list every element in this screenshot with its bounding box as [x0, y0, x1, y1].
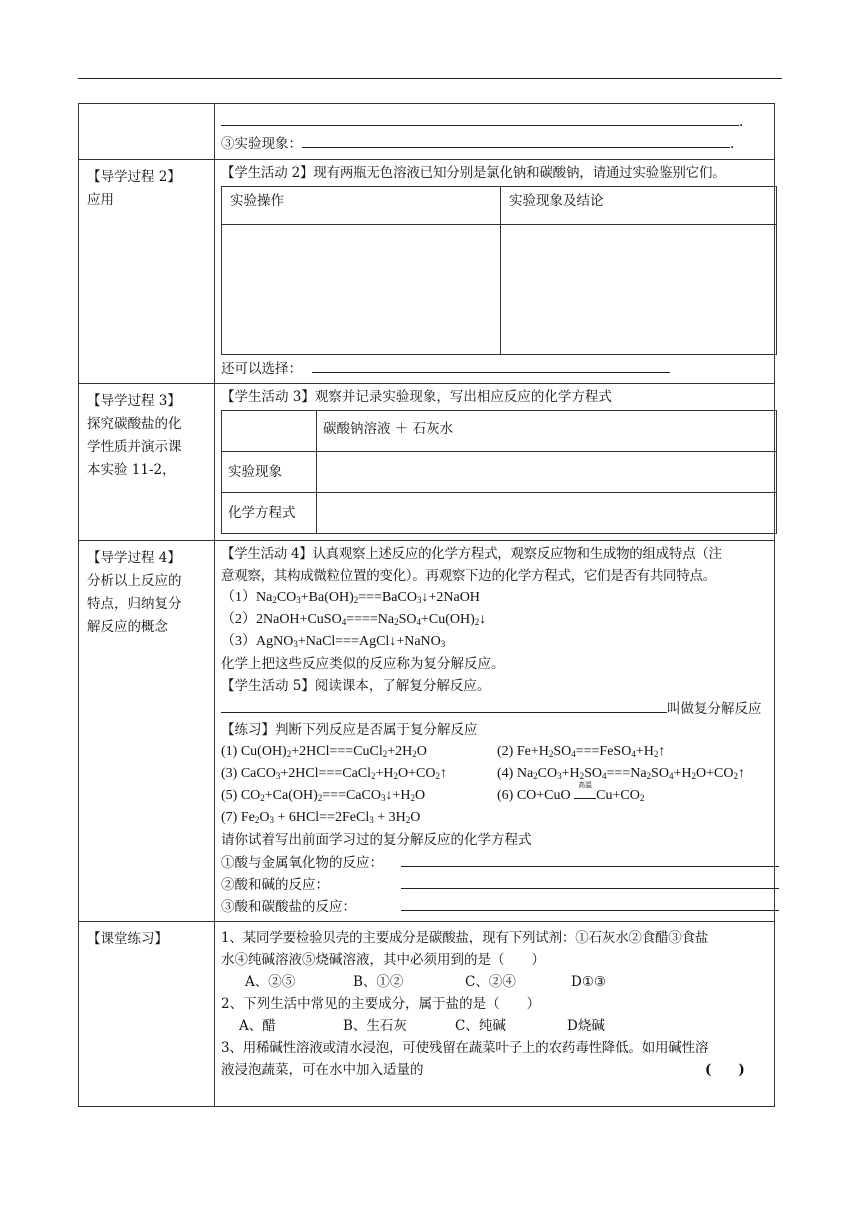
section-desc: 学性质并演示课	[87, 439, 182, 455]
try-blank-2[interactable]	[401, 873, 779, 889]
activity-4-text: 【学生活动 4】认真观察上述反应的化学方程式，观察反应物和生成物的组成特点（注	[221, 546, 722, 562]
question-2: 2、下列生活中常见的主要成分，属于盐的是（ ）	[221, 996, 541, 1012]
exercise-row-3: (5) $CO_2+Ca(OH)_2===CaCO_3↓+H_2O$ (6) CO+CuO 高温 $Cu+CO_2$	[221, 781, 645, 803]
header-result: 实验现象及结论	[501, 187, 777, 225]
row1-right-cell	[215, 104, 775, 160]
answer-blank-line[interactable]	[221, 110, 739, 126]
row5-left-cell	[79, 922, 215, 1107]
definition-suffix: 叫做复分解反应	[667, 701, 762, 717]
reagent-header: 碳酸钠溶液 ＋ 石灰水	[317, 411, 777, 452]
answer-paren[interactable]: ( )	[705, 1062, 745, 1078]
try-item-2: ②酸和碱的反应：	[221, 877, 329, 893]
period: .	[739, 114, 744, 130]
exercise-row-1: (1) $Cu(OH)_2+2HCl===CuCl_2+2H_2O$ (2) $Fe+H_2SO_4===FeSO_4+H_2↑$	[221, 744, 666, 759]
section-desc: 分析以上反应的	[87, 573, 182, 589]
section-desc: 解反应的概念	[87, 619, 168, 635]
result-answer-cell[interactable]	[501, 225, 777, 355]
section-heading: 【导学过程 2】	[87, 169, 181, 185]
worksheet-table	[78, 103, 775, 1107]
row1-left-cell	[79, 104, 215, 160]
section-desc: 探究碳酸盐的化	[87, 416, 182, 432]
operation-answer-cell[interactable]	[222, 225, 501, 355]
phenomenon-label: ③实验现象：	[221, 136, 302, 152]
equation-1: $(1)Na_2CO_3+Ba(OH)_2===BaCO_3↓+2NaOH$	[221, 590, 480, 605]
question-3-cont: 液浸泡蔬菜，可在水中加入适量的	[221, 1062, 424, 1078]
observation-label: 实验现象	[222, 452, 317, 493]
try-prompt: 请你试着写出前面学习过的复分解反应的化学方程式	[221, 832, 532, 848]
period: .	[730, 136, 735, 152]
activity-5-text: 【学生活动 5】阅读课本，了解复分解反应。	[221, 678, 491, 694]
header-rule	[78, 78, 782, 79]
exercise-row-2: (3) $CaCO_3+2HCl===CaCl_2+H_2O+CO_2↑$ (4) $Na_2CO_3+H_2SO_4===Na_2SO_4+H_2O+CO_2↑$	[221, 766, 745, 781]
option-c[interactable]: C、②④	[465, 974, 516, 990]
option-b[interactable]: B、①②	[353, 974, 404, 990]
phenomenon-blank[interactable]	[302, 132, 730, 148]
try-item-3: ③酸和碳酸盐的反应：	[221, 899, 356, 915]
equation-answer-cell[interactable]	[317, 493, 777, 534]
option-a[interactable]: A、②⑤	[245, 974, 296, 990]
observation-table	[221, 410, 777, 534]
row3-left-cell	[79, 384, 215, 541]
row4-left-cell	[79, 541, 215, 922]
question-1-cont: 水④纯碱溶液⑤烧碱溶液，其中必须用到的是（ ）	[221, 952, 545, 968]
observation-answer-cell[interactable]	[317, 452, 777, 493]
try-blank-1[interactable]	[401, 851, 779, 867]
activity-3-text: 【学生活动 3】观察并记录实验现象，写出相应反应的化学方程式	[221, 389, 612, 405]
section-desc: 本实验 11-2，	[87, 462, 176, 478]
section-heading: 【导学过程 4】	[87, 550, 181, 566]
equation-label: 化学方程式	[222, 493, 317, 534]
question-3: 3、用稀碱性溶液或清水浸泡，可使残留在蔬菜叶子上的农药毒性降低。如用碱性溶	[221, 1040, 709, 1056]
row-process-3	[79, 384, 775, 541]
exercise-title: 【练习】判断下列反应是否属于复分解反应	[221, 722, 478, 738]
high-temp-condition: 高温	[574, 790, 596, 799]
row-process-4	[79, 541, 775, 922]
activity-2-text: 【学生活动 2】现有两瓶无色溶液已知分别是氯化钠和碳酸钠，请通过实验鉴别它们。	[221, 165, 726, 181]
section-desc: 应用	[87, 192, 114, 208]
question-1: 1、某同学要检验贝壳的主要成分是碳酸盐，现有下列试剂：①石灰水②食醋③食盐	[221, 930, 709, 946]
header-operation: 实验操作	[222, 187, 501, 225]
try-item-1: ①酸与金属氧化物的反应：	[221, 855, 383, 871]
equation-2: $(2)2NaOH+CuSO_4====Na_2SO_4+Cu(OH)_2↓$	[221, 612, 487, 627]
activity-4-text: 意观察，其构成微粒位置的变化）。再观察下边的化学方程式，它们是否有共同特点。	[221, 568, 716, 584]
experiment-table	[221, 186, 777, 355]
row4-right-cell	[215, 541, 775, 922]
alternative-label: 还可以选择：	[221, 361, 302, 377]
option-d[interactable]: D①③	[571, 974, 607, 990]
row-class-practice	[79, 922, 775, 1107]
exercise-row-4: (7) $Fe_2O_3$ + 6HCl==2FeCl$_3$ + $3H_2O$	[221, 810, 421, 825]
option-d[interactable]: D烧碱	[567, 1018, 605, 1034]
option-a[interactable]: A、醋	[239, 1018, 276, 1034]
option-c[interactable]: C、纯碱	[455, 1018, 506, 1034]
section-heading: 【课堂练习】	[87, 931, 168, 947]
try-blank-3[interactable]	[401, 895, 779, 911]
row5-right-cell	[215, 922, 775, 1107]
blank-corner	[222, 411, 317, 452]
option-b[interactable]: B、生石灰	[343, 1018, 407, 1034]
conclusion-text: 化学上把这些反应类似的反应称为复分解反应。	[221, 656, 505, 672]
section-heading: 【导学过程 3】	[87, 393, 181, 409]
section-desc: 特点，归纳复分	[87, 596, 182, 612]
equation-3: （3）AgNO$_3$+NaCl===AgCl↓+NaNO$_3$	[221, 634, 446, 649]
row2-right-cell	[215, 160, 775, 384]
question-2-options	[221, 1014, 768, 1036]
definition-blank[interactable]	[221, 697, 667, 713]
row-continuation	[79, 104, 775, 160]
row3-right-cell	[215, 384, 775, 541]
alternative-blank[interactable]	[312, 357, 670, 373]
row2-left-cell	[79, 160, 215, 384]
row-process-2	[79, 160, 775, 384]
question-1-options	[221, 970, 768, 992]
